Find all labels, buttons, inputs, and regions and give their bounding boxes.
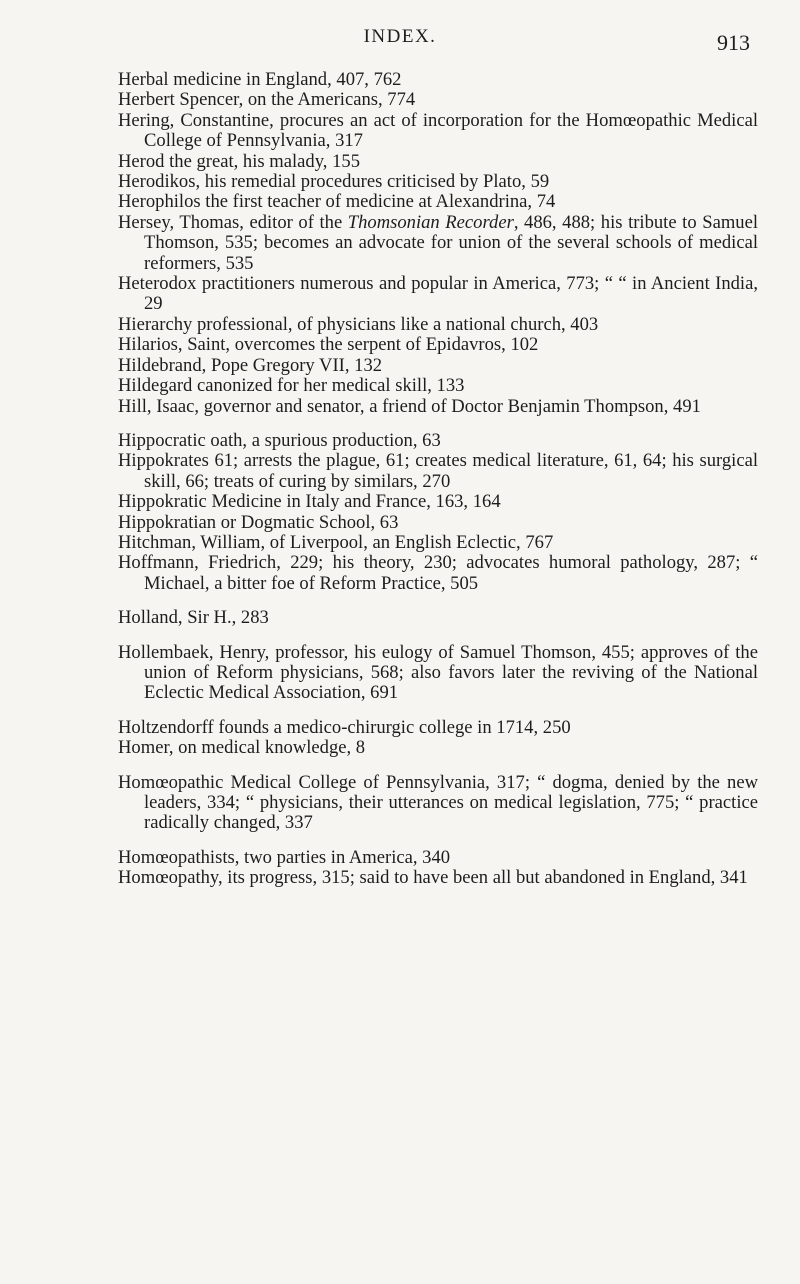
index-entry: Hitchman, William, of Liverpool, an English Eclectic, 767	[118, 531, 554, 553]
index-entry: Hippokrates 61; arrests the plague, 61; creates medical literature, 61, 64; his surgical skill, 66; treats of curing by similars, 270	[118, 450, 758, 492]
entry-text: Hersey, Thomas, editor of the	[118, 211, 348, 233]
page-number: 913	[717, 30, 750, 55]
entry-gap	[118, 629, 758, 643]
index-entry: Hilarios, Saint, overcomes the serpent of Epidavros, 102	[118, 334, 539, 356]
index-entry: Herophilos the first teacher of medicine at Alexandrina, 74	[118, 191, 556, 213]
entry-gap	[118, 759, 758, 773]
index-entry: Hering, Constantine, procures an act of incorporation for the Homœopathic Medical College of Pennsylvania, 317	[118, 109, 758, 152]
index-entries	[118, 70, 758, 889]
index-entry: Hildebrand, Pope Gregory VII, 132	[118, 354, 383, 376]
index-entry: Holtzendorff founds a medico-chirurgic college in 1714, 250	[118, 716, 571, 738]
index-entry: Homer, on medical knowledge, 8	[118, 737, 366, 759]
entry-gap	[118, 704, 758, 718]
index-entry: Hierarchy professional, of physicians like a national church, 403	[118, 313, 599, 335]
entry-gap	[118, 834, 758, 848]
index-entry: Homœopathic Medical College of Pennsylvania, 317; “ dogma, denied by the new leaders, 334; “ physicians, their utterances on medical legislation, 775; “ practice radically changed, 337	[118, 771, 758, 834]
index-entry: Hoffmann, Friedrich, 229; his theory, 230; advocates humoral pathology, 287; “ Michael, a bitter foe of Reform Practice, 505	[118, 552, 758, 594]
entry-gap	[118, 594, 758, 608]
index-entry: Herod the great, his malady, 155	[118, 150, 360, 172]
index-entry: Hippokratic Medicine in Italy and France, 163, 164	[118, 491, 501, 513]
index-entry: Homœopathy, its progress, 315; said to have been all but abandoned in England, 341	[118, 867, 748, 889]
periodical-title: Thomsonian Recorder	[347, 211, 514, 233]
index-entry	[118, 213, 758, 274]
index-entry: Homœopathists, two parties in America, 340	[118, 846, 451, 868]
running-head: INDEX.	[363, 26, 437, 47]
entry-text: , 486, 488; his tribute to Samuel Thomson, 535; becomes an advocate for union of the several schools of medical reformers, 535	[144, 211, 758, 274]
index-entry: Hippokratian or Dogmatic School, 63	[118, 511, 399, 533]
index-entry: Herbert Spencer, on the Americans, 774	[118, 89, 416, 111]
index-entry: Herodikos, his remedial procedures criticised by Plato, 59	[118, 171, 550, 193]
index-entry: Hollembaek, Henry, professor, his eulogy of Samuel Thomson, 455; approves of the union of Reform physicians, 568; also favors later the reviving of the National Eclectic Medical Association, 691	[118, 641, 758, 704]
index-entry: Hildegard canonized for her medical skill, 133	[118, 375, 465, 397]
index-entry: Herbal medicine in England, 407, 762	[118, 69, 402, 90]
index-entry: Hippocratic oath, a spurious production, 63	[118, 429, 441, 451]
index-entry: Holland, Sir H., 283	[118, 607, 269, 629]
index-entry: Hill, Isaac, governor and senator, a friend of Doctor Benjamin Thompson, 491	[118, 395, 701, 417]
entry-gap	[118, 417, 758, 431]
index-entry: Heterodox practitioners numerous and popular in America, 773; “ “ in Ancient India, 29	[118, 273, 758, 315]
